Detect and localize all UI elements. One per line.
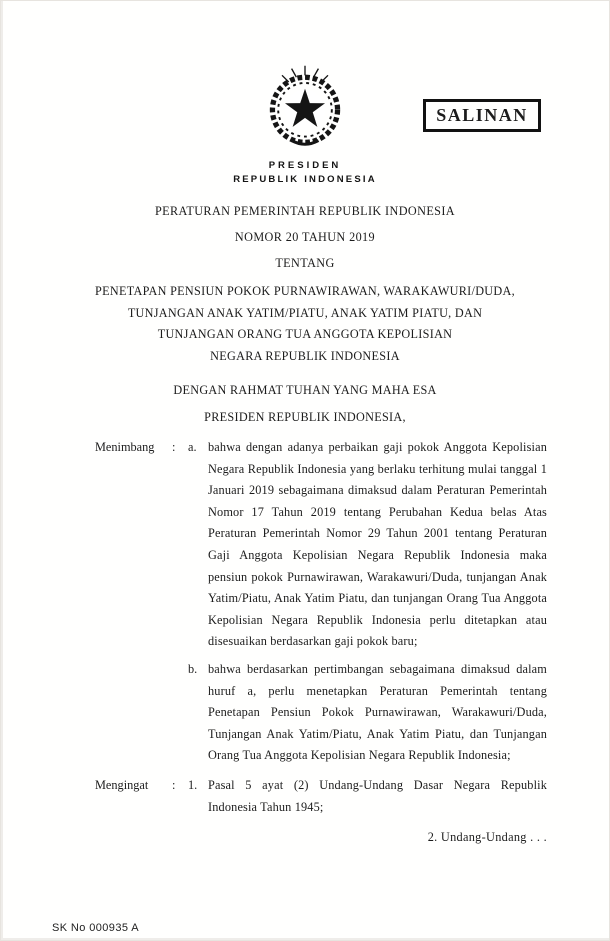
letterhead [0, 160, 610, 185]
legal-basis-item-1 [188, 775, 547, 818]
authority-line: PRESIDEN REPUBLIK INDONESIA, [204, 410, 406, 424]
mengingat-label: Mengingat [95, 777, 149, 792]
filing-code: SK No 000935 A [52, 922, 139, 934]
considerations-section [95, 437, 547, 767]
presidential-emblem [257, 60, 353, 150]
item-text: bahwa berdasarkan pertimbangan sebagaimana dimaksud dalam huruf a, perlu menetapkan Peraturan Pemerintah tentang Penetapan Pensiun Pokok Purnawirawan, Warakawuri/Duda, Tunjangan Anak Yatim/Piatu, Anak Yatim Piatu, dan Tunjangan Orang Tua Anggota Kepolisian Negara Republik Indonesia; [208, 661, 547, 763]
mengingat-row [95, 775, 547, 818]
subject-line: PENETAPAN PENSIUN POKOK PURNAWIRAWAN, WARAKAWURI/DUDA, [95, 284, 515, 298]
invocation-line: DENGAN RAHMAT TUHAN YANG MAHA ESA [173, 383, 437, 397]
item-text: bahwa dengan adanya perbaikan gaji pokok Anggota Kepolisian Negara Republik Indonesia yang berlaku terhitung mulai tanggal 1 Januari 2019 sebagaimana dimaksud dalam Peraturan Pemerintah Nomor 17 Tahun 2019 tentang Perubahan Kedua belas Atas Peraturan Pemerintah Nomor 29 Tahun 2001 tentang Peraturan Gaji Anggota Kepolisian Negara Republik Indonesia maka pensiun pokok Purnawirawan, Warakawuri/Duda, tunjangan Anak Yatim/Piatu, Anak Yatim Piatu, dan tunjangan Orang Tua Anggota Kepolisian Negara Republik Indonesia perlu ditetapkan atau disesuaikan berdasarkan gaji pokok baru; [208, 440, 547, 649]
mengingat-colon: : [172, 777, 176, 792]
subject-line: TUNJANGAN ORANG TUA ANGGOTA KEPOLISIAN [157, 327, 453, 341]
mengingat-items [188, 775, 547, 818]
menimbang-label: Menimbang [95, 440, 155, 454]
item-marker: 1. [188, 777, 198, 792]
item-text: Pasal 5 ayat (2) Undang-Undang Dasar Negara Republik Indonesia Tahun 1945; [208, 777, 547, 814]
regulation-title: PERATURAN PEMERINTAH REPUBLIK INDONESIA [154, 204, 456, 218]
document-body [0, 198, 610, 845]
salinan-stamp-label: SALINAN [436, 105, 528, 125]
menimbang-row [95, 437, 547, 767]
subject-line: TUNJANGAN ANAK YATIM/PIATU, ANAK YATIM PIATU, DAN [127, 305, 483, 320]
item-marker: b. [188, 661, 198, 676]
page-continuation-catchword: 2. Undang-Undang . . . [427, 830, 547, 845]
menimbang-items [188, 437, 547, 767]
regulation-subject [0, 281, 610, 367]
legal-basis-section [95, 775, 547, 818]
salinan-stamp [423, 99, 541, 132]
letterhead-presiden: PRESIDEN [268, 160, 342, 171]
consideration-item-b [188, 659, 547, 767]
subject-line: NEGARA REPUBLIK INDONESIA [210, 348, 400, 363]
item-marker: a. [188, 440, 197, 454]
star-wreath-icon [257, 60, 353, 150]
tentang-label: TENTANG [275, 256, 335, 270]
regulation-number: NOMOR 20 TAHUN 2019 [234, 230, 376, 244]
letterhead-republik-indonesia: REPUBLIK INDONESIA [233, 174, 377, 185]
menimbang-colon: : [172, 440, 176, 454]
consideration-item-a [188, 437, 547, 653]
